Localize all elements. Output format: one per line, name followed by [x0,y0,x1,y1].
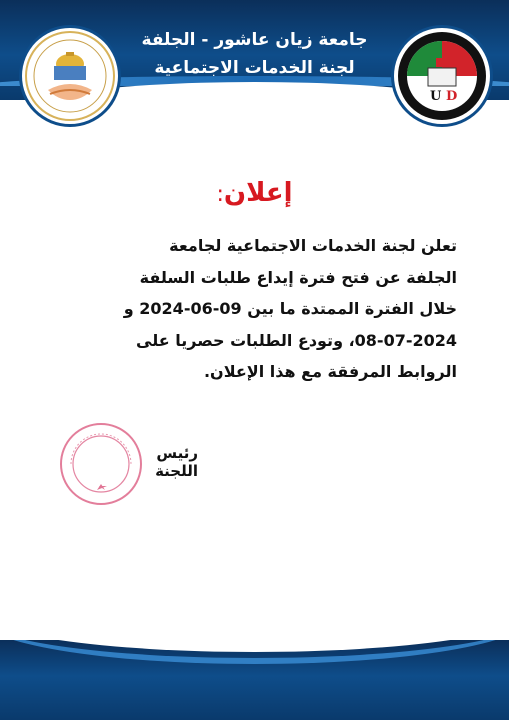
notice-line: خلال الفترة الممتدة ما بين 09-06-2024 و [123,299,457,318]
notice-line: 08-07-2024، وتودع الطلبات حصريا على [136,330,457,350]
header-university-name: جامعة زيان عاشور - الجلفة [141,30,368,50]
notice-title-row [0,178,509,208]
notice-line: تعلن لجنة الخدمات الاجتماعية لجامعة [169,236,457,255]
header-committee-name: لجنة الخدمات الاجتماعية [154,58,355,78]
svg-text:U: U [430,89,442,104]
university-djelfa-logo [394,28,490,124]
notice-title-colon: : [216,182,224,207]
social-services-committee-logo [22,28,118,124]
notice-title: إعلان [223,178,293,208]
svg-text:D: D [446,89,458,104]
footer-banner [0,640,509,720]
notice-line: الروابط المرفقة مع هذا الإعلان. [203,362,457,381]
notice-body [52,230,457,388]
signature-label: رئيس اللجنة [155,444,198,480]
notice-line: الجلفة عن فتح فترة إيداع طلبات السلفة [139,267,457,287]
